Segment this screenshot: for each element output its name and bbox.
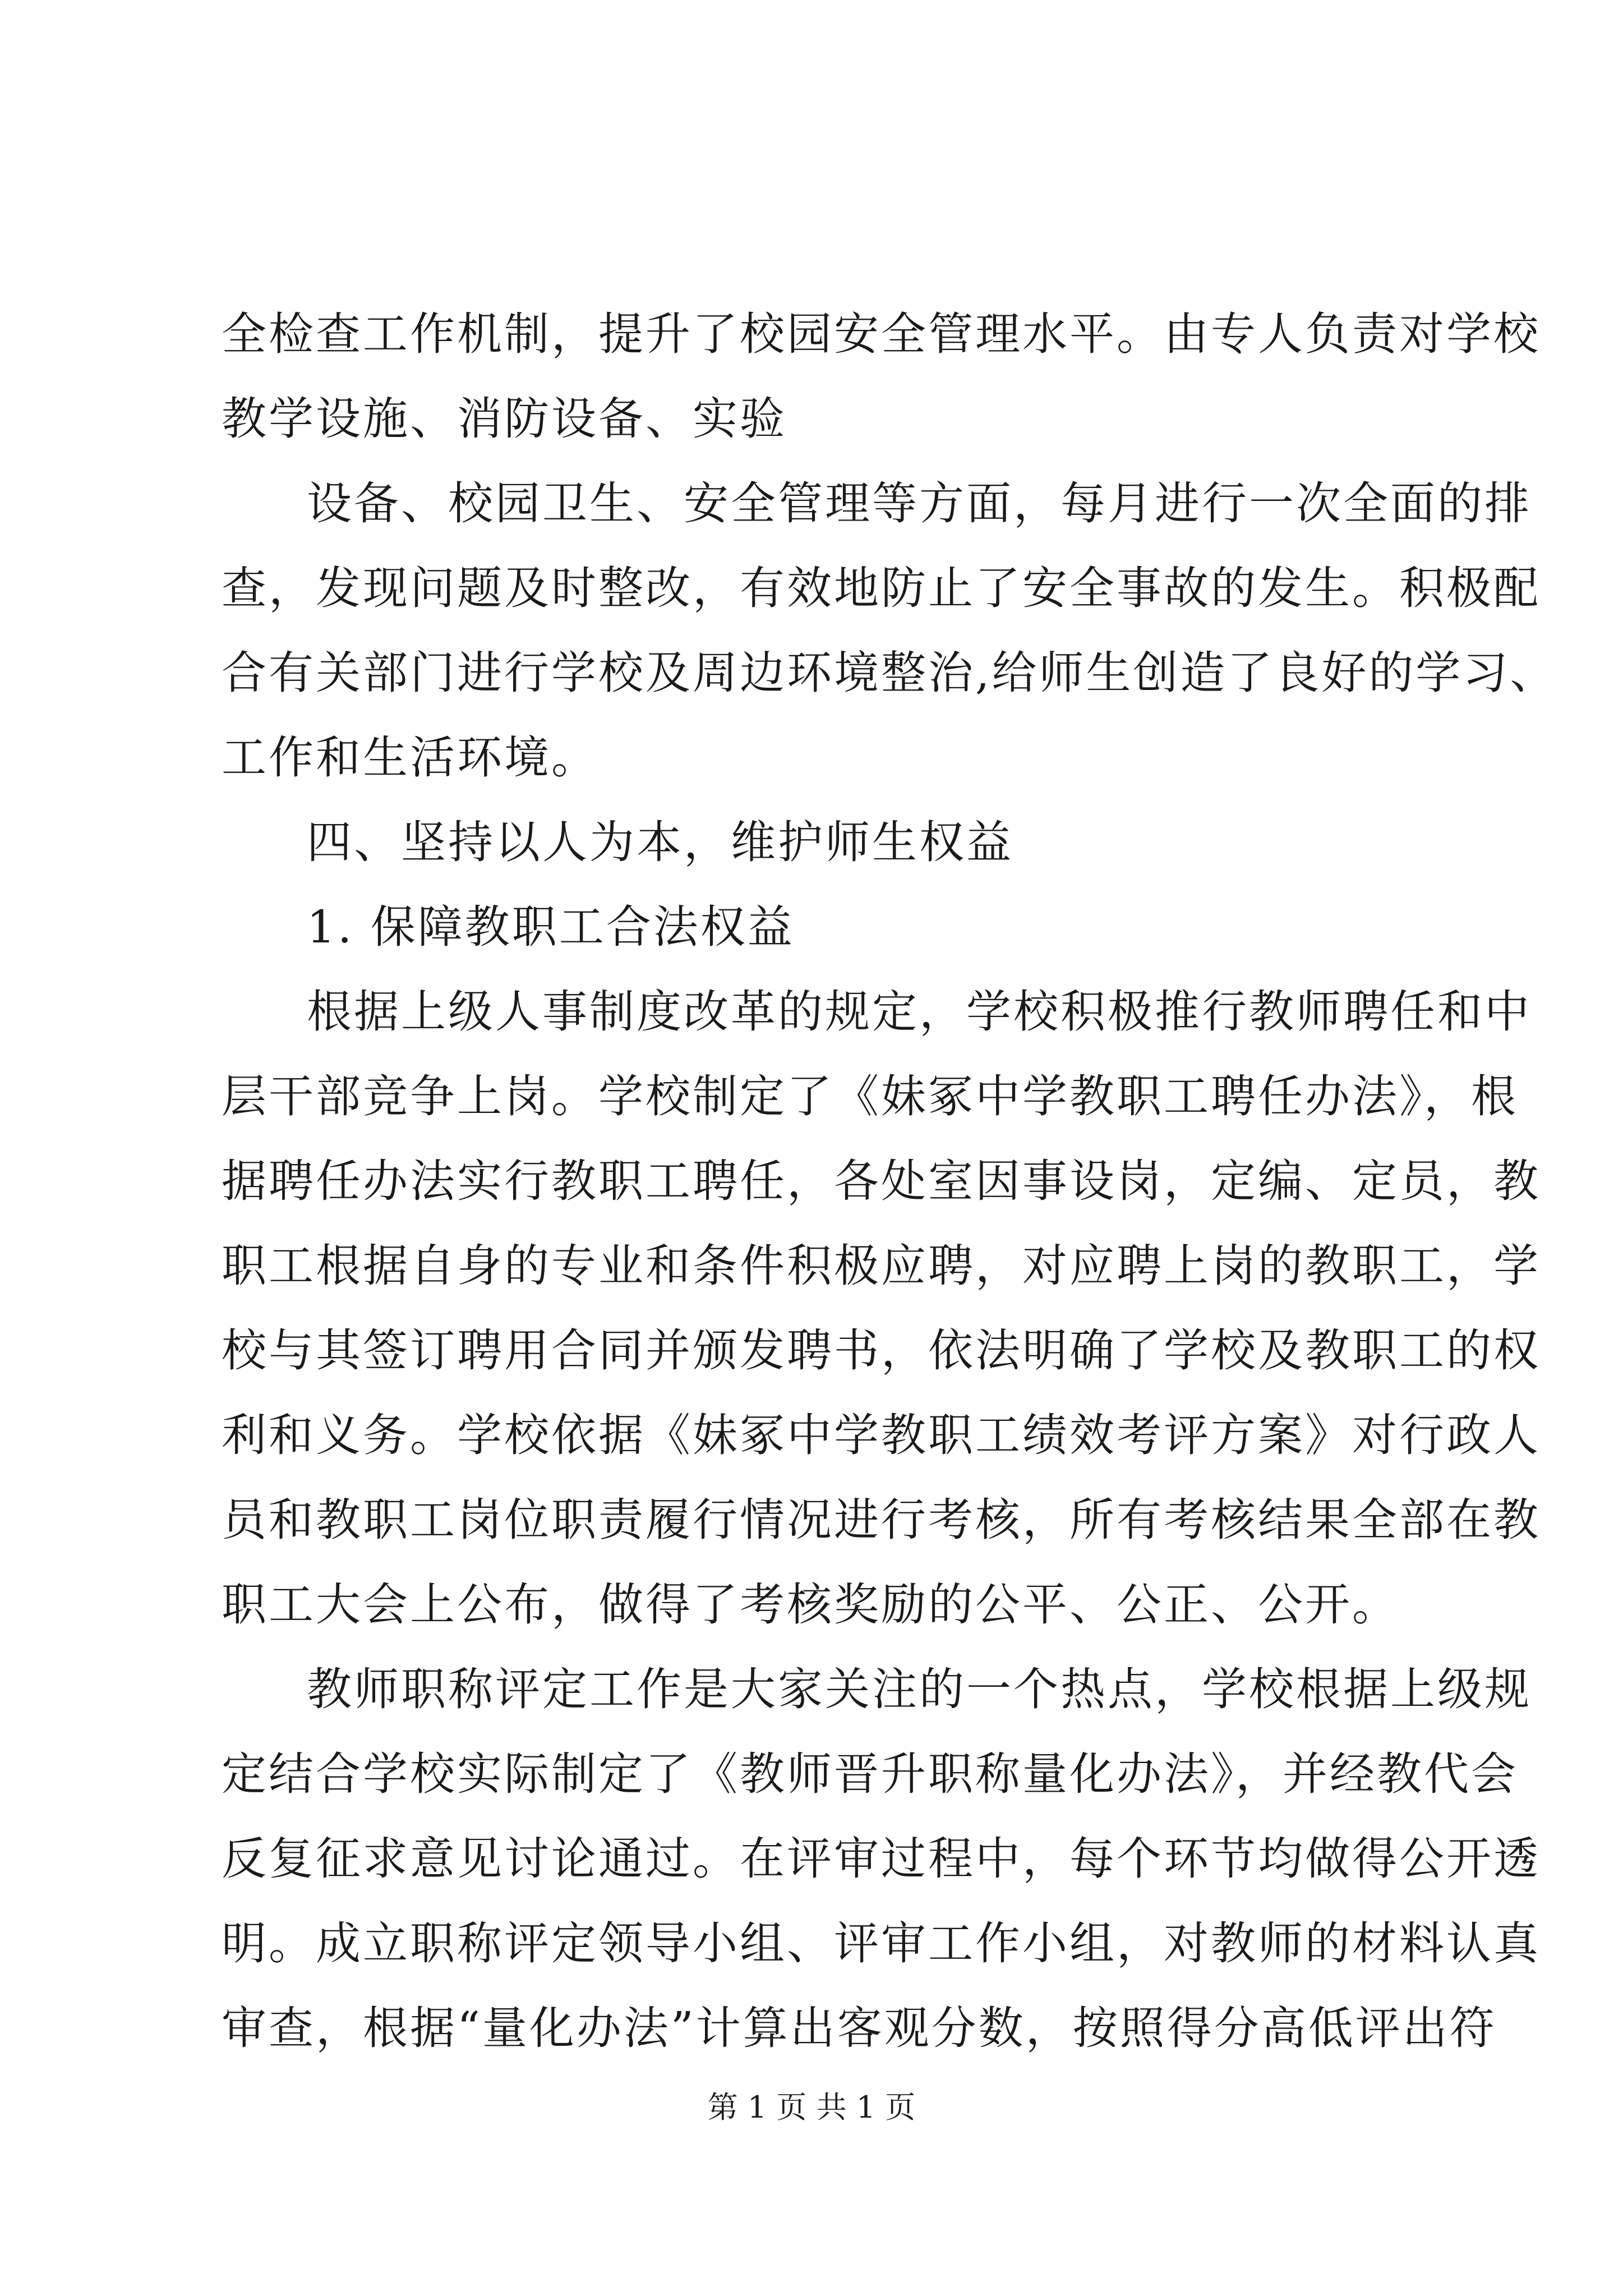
text-line: 校与其签订聘用合同并颁发聘书，依法明确了学校及教职工的权 — [222, 1324, 1541, 1377]
text-line: 查，发现问题及时整改，有效地防止了安全事故的发生。积极配 — [222, 562, 1541, 614]
text-line: 定结合学校实际制定了《教师晋升职称量化办法》，并经教代会 — [222, 1748, 1518, 1800]
text-line: 审查，根据“量化办法”计算出客观分数，按照得分高低评出符 — [222, 2002, 1497, 2054]
text-line: 全检查工作机制，提升了校园安全管理水平。由专人负责对学校 — [222, 308, 1541, 360]
text-line: 员和教职工岗位职责履行情况进行考核，所有考核结果全部在教 — [222, 1494, 1541, 1546]
page-number-footer: 第 1 页 共 1 页 — [707, 2090, 916, 2125]
section-heading: 四、坚持以人为本，维护师生权益 — [307, 816, 1013, 868]
document-body — [222, 292, 1557, 2070]
text-line: 合有关部门进行学校及周边环境整治,给师生创造了良好的学习、 — [222, 647, 1557, 699]
subsection-heading: 1. 保障教职工合法权益 — [307, 901, 795, 953]
text-line: 工作和生活环境。 — [222, 731, 598, 784]
text-line: 教学设施、消防设备、实验 — [222, 393, 787, 445]
text-line: 职工大会上公布，做得了考核奖励的公平、公正、公开。 — [222, 1579, 1399, 1631]
text-line: 教师职称评定工作是大家关注的一个热点，学校根据上级规 — [307, 1663, 1532, 1715]
text-line: 根据上级人事制度改革的规定，学校积极推行教师聘任和中 — [307, 986, 1532, 1038]
text-line: 职工根据自身的专业和条件积极应聘，对应聘上岗的教职工，学 — [222, 1240, 1541, 1292]
text-line: 据聘任办法实行教职工聘任，各处室因事设岗，定编、定员，教 — [222, 1155, 1541, 1207]
text-line: 层干部竞争上岗。学校制定了《妹冢中学教职工聘任办法》，根 — [222, 1070, 1518, 1122]
text-line: 反复征求意见讨论通过。在评审过程中，每个环节均做得公开透 — [222, 1833, 1541, 1885]
text-line: 设备、校园卫生、安全管理等方面，每月进行一次全面的排 — [307, 477, 1532, 530]
text-line: 明。成立职称评定领导小组、评审工作小组，对教师的材料认真 — [222, 1917, 1541, 1970]
text-line: 利和义务。学校依据《妹冢中学教职工绩效考评方案》对行政人 — [222, 1409, 1541, 1461]
